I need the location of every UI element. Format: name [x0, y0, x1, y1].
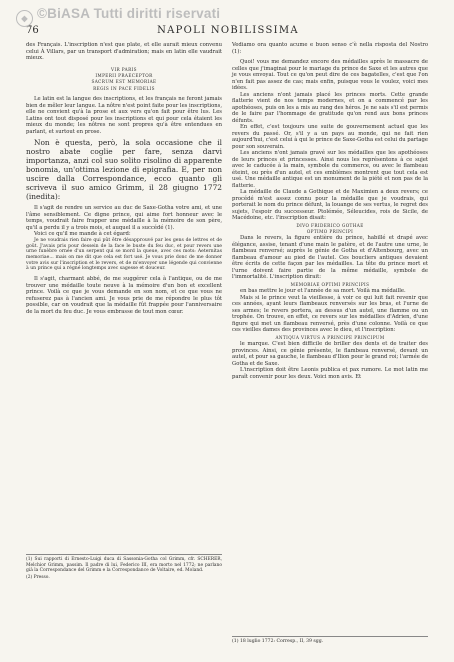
paragraph: L'inscription doit être Leonis publica et pax rumore. Le mot latin me paraît convenir pour les deux. Voici mon avis. Et — [232, 367, 428, 380]
watermark — [16, 6, 220, 27]
page-header — [26, 25, 430, 41]
paragraph: Je ne voudrais rien faire qui pût être désapprouvé par les gens de lettres et de goût. J'avais pris pour dessein de la face le buste du feu duc, et pour revers une urne funèbre ornée d'un serpent qui se mord la queue, avec ces mots: Aeternitas memoriae... mais on me dit que cela est fort usé. Je vous prie donc de me donner votre avis sur l'inscription et le revers, et de m'envoyer une légende qui convienne à un prince qui a régné longtemps avec sagesse et douceur. — [26, 237, 222, 272]
footnote: (2) Presso. — [26, 574, 50, 580]
library-seal-icon: ◆ — [16, 10, 33, 27]
paragraph: Quoi! vous me demandez encore des médailles après le massacre de celles que j'imaginai pour le mariage du prince de Saxe et les autres que je vous envoyai. Tout ce qu'on peut dire de ces bagatelles, c'est que l'on n'en fait pas assez de cas; mais enfin, puisque vous le voulez, voici mes idées. — [232, 59, 428, 91]
paragraph: Il s'agit, charmant abbé, de me suggérer cela à l'antique, ou de me trouver une médaille toute neuve à la mémoire d'un bon et excellent prince. Voilà ce que je vous demande en son nom, et ce que vous ne refuserez pas à l'ancien ami. Je vous prie de me répondre le plus tôt possible, car on voudrait que la médaille fût frappée pour l'anniversaire de la mort du feu duc. Je vous embrasse de tout mon cœur. — [26, 276, 222, 315]
footnote: (1) Sui rapporti di Ernesto-Luigi duca di Sassonia-Gotha col Grimm, cfr. SCHERER, Melchior Grimm, passim. Il padre di lui, Federico III, era morto nel 1772; ne parlano già la Correspondance del Grimm e la Correspondance de Voltaire, ed. Moland. — [26, 557, 222, 573]
paragraph: Voici ce qu'il me mande à cet égard: — [34, 231, 131, 238]
inscription-line: ANTIQUA VIRTUS A PRINCIPE PRINCIPUM — [275, 334, 385, 340]
paragraph: Il s'agit de rendre un service au duc de Saxe-Gotha votre ami, et une l'âme sensiblement. Ce digne prince, qui aime fort honneur avec le temps, voudrait faire frapper une médaille à la mémoire de son père, qu'il a perdu il y a trois mois, et auquel il a succédé (1). — [26, 205, 222, 231]
running-title: NAPOLI NOBILISSIMA — [157, 25, 299, 36]
watermark-text: ©BiASA Tutti diritti riservati — [37, 6, 221, 21]
paragraph: le marque. C'est bien difficile de briller des dents et de traiter des provinces. Ainsi, ce génie présente, le flambeau renversé, devant un autel, et pour sa gauche, le flambeau d'Ilion pour le grand roi; l'armée de Gotha et de Saxe. — [232, 341, 428, 367]
footnotes — [26, 554, 222, 581]
page-number: 76 — [26, 25, 39, 36]
paragraph: en bas mettre le jour et l'année de sa mort. Voilà ma médaille. — [240, 288, 406, 295]
paragraph: La médaille de Claude a Gothique et de Maximien a deux revers; ce procédé m'est assez connu pour la médaille que je voudrais, qui porterait le nom du prince défunt, la louange de ses vertus, le regret des sujets, l'espoir du successeur. Ptolémée, Séleucides, rois de Sicile, de Macédoine, etc. l'inscription disait: — [232, 189, 428, 221]
inscription-line: VIR PARIS — [111, 66, 137, 72]
paragraph: Les anciens n'ont jamais placé les princes morts. Cette grande flatterie vient de nos temps modernes, et on a commencé par les apothéoses, puis on les a mis au rang des héros. Je ne sais s'il est permis de le faire par l'hommage de gratitude qu'on rend aux bons princes défunts. — [232, 91, 428, 124]
left-column — [26, 42, 222, 315]
inscription-line: IMPERII PRAECEPTOR — [95, 72, 153, 78]
paragraph: Le latin est la langue des inscriptions, et les français ne feront jamais bien de mêler leur langue. La nôtre n'est point faite pour les inscriptions, elle ne convient qu'à la prose et aux vers qu'on fait pour être lus. Les Latins ont tout disposé pour les inscriptions et qui pour cela étaient les mieux du monde; les nôtres ne sont propres qu'à être entendues en parlant, et surtout en prose. — [26, 96, 222, 135]
paragraph: des Français. L'inscription n'est que plate, et elle aurait mieux convenu celui À Villars, par un transport d'admiration; mais en latin elle vaudrait mieux. — [26, 42, 222, 61]
paragraph: Les anciens n'ont jamais gravé sur les médailles que les apothéoses de leurs princes et princesses. Ainsi nous les représentons à ce sujet avec le caducée à la main, symbole du commerce, ou avec le flambeau éteint, ou près d'un autel, et ces emblèmes montrent que tout cela est usé. Une médaille antique est un monument de la piété et non pas de la flatterie. — [232, 150, 428, 189]
right-column — [232, 42, 428, 380]
inscription-line: REGIS IN PACE FIDELIS — [93, 85, 155, 91]
inscription-line: DIVO FRIDERICO GOTHAE — [296, 222, 364, 228]
inscription-line: OPTIMO PRINCIPI — [306, 228, 354, 234]
paragraph: En effet, c'est toujours une suite de gouvernement actuel que les revers du passé. Or, s'il y a un pays au monde, qui ne fait rien aujourd'hui, c'est celui à qui le prince de Saxe-Gotha est celui du partage pour son souverain. — [232, 124, 428, 150]
paragraph: Dans le revers, la figure entière du prince, habillé et drapé avec élégance, assise, tenant d'une main le patère, et de l'autre une urne, le flambeau renversé; auprès le génie de Gotha et d'Altenbourg, avec un flambeau d'amour au pied de l'autel. Ces boucliers antiques devaient être écrits de cette façon par les médailles. La tête du prince mort et l'urne doivent faire partie de la même médaille, symbole de l'immortalité. L'inscription dirait: — [232, 235, 428, 281]
inscription-line: SACRUM EST MEMORIAE — [91, 79, 157, 85]
paragraph: Vediamo ora quanto acume e buon senso c'è nella risposta del Nostro (1): — [232, 42, 428, 55]
paragraph: Mais si le prince veut la vieillesse, à voir ce qui luit fait revenir que ces années, ayant leurs flambeaux renversés sur les bras, et l'urne de ses armes; le revers portera, au dessus d'un autel, une flamme ou un trophée. On trouve, en effet, ce revers sur les médailles d'Adrien, d'une figure qui met un flambeau renversé, près d'une colonne. Voilà ce que ces vieilles dames des provinces avec le dieu, et l'inscription: — [232, 294, 428, 334]
right-footnote: (1) 18 luglio 1772: Corresp., II, 39 sgg. — [232, 636, 428, 645]
inscription-line: MEMORIAE OPTIMI PRINCIPIS — [290, 281, 370, 287]
paragraph: Non è questa, però, la sola occasione che il nostro abate coglie per fare, senza darvi importanza, anzi col suo solito risolino di apparente bonomia, un'ottima lezione di epigrafia. E, per non uscire dalla Correspondance, ecco quanto gli scriveva il suo amico Grimm, il 28 giugno 1772 (inedita): — [26, 138, 222, 201]
